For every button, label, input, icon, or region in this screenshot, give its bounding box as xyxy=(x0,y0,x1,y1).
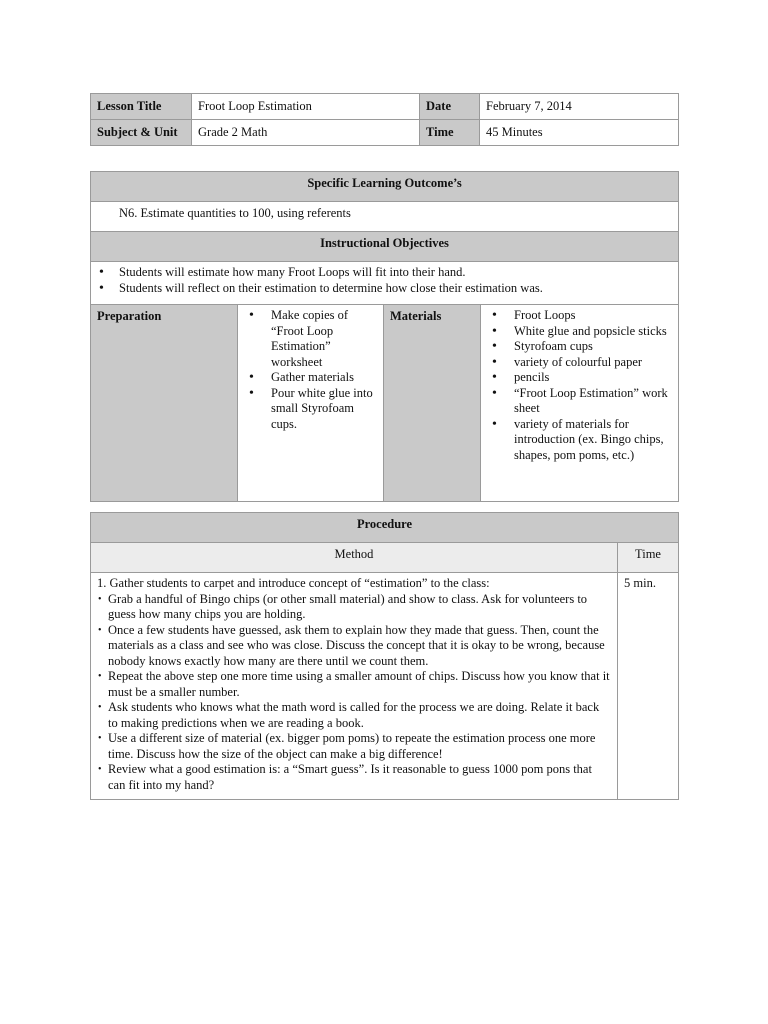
preparation-list xyxy=(244,308,377,432)
objective-item: • Students will estimate how many Froot Loops will fit into their hand. xyxy=(97,265,672,281)
preparation-item: • Pour white glue into small Styrofoam cups. xyxy=(244,386,377,433)
procedure-step-intro: 1. Gather students to carpet and introduce concept of “estimation” to the class: xyxy=(97,576,490,590)
procedure-bullet: • Repeat the above step one more time using a smaller amount of chips. Discuss how you know that it must be a smaller number. xyxy=(97,669,611,700)
materials-item: • White glue and popsicle sticks xyxy=(487,324,672,340)
date-value: February 7, 2014 xyxy=(480,94,679,120)
procedure-bullet: • Once a few students have guessed, ask them to explain how they made that guess. Then, count the materials as a class and see who was close. Discuss the concept that it is okay to be wrong, because nobody knows exactly how many are there until we count them. xyxy=(97,623,611,670)
subject-row xyxy=(91,120,679,146)
materials-item: • Styrofoam cups xyxy=(487,339,672,355)
materials-item: • pencils xyxy=(487,370,672,386)
preparation-item: • Gather materials xyxy=(244,370,377,386)
subject-value: Grade 2 Math xyxy=(192,120,420,146)
materials-cell xyxy=(481,305,679,502)
time-cell: 5 min. xyxy=(618,573,679,800)
subject-label: Subject & Unit xyxy=(91,120,192,146)
lesson-title-label: Lesson Title xyxy=(91,94,192,120)
materials-item: • variety of colourful paper xyxy=(487,355,672,371)
lesson-header-table xyxy=(90,93,679,146)
materials-item: • Froot Loops xyxy=(487,308,672,324)
preparation-cell xyxy=(238,305,384,502)
outcome-text: N6. Estimate quantities to 100, using referents xyxy=(91,202,679,232)
objectives-heading: Instructional Objectives xyxy=(91,232,679,262)
method-cell xyxy=(91,573,618,800)
outcomes-table xyxy=(90,171,679,502)
lesson-title-row xyxy=(91,94,679,120)
objectives-cell xyxy=(91,262,679,305)
objective-item: • Students will reflect on their estimation to determine how close their estimation was. xyxy=(97,281,672,297)
preparation-label: Preparation xyxy=(91,305,238,502)
procedure-bullet: • Grab a handful of Bingo chips (or other small material) and show to class. Ask for volunteers to guess how many chips you are holding. xyxy=(97,592,611,623)
procedure-bullet: • Review what a good estimation is: a “Smart guess”. Is it reasonable to guess 1000 pom pons that can fit into my hand? xyxy=(97,762,611,793)
method-header: Method xyxy=(91,543,618,573)
materials-list xyxy=(487,308,672,463)
time-value: 45 Minutes xyxy=(480,120,679,146)
procedure-bullet: • Use a different size of material (ex. bigger pom poms) to repeate the estimation process one more time. Discuss how the size of the object can make a big difference! xyxy=(97,731,611,762)
procedure-bullets xyxy=(97,592,611,794)
materials-label: Materials xyxy=(384,305,481,502)
outcomes-heading: Specific Learning Outcome’s xyxy=(91,172,679,202)
procedure-heading: Procedure xyxy=(91,513,679,543)
procedure-bullet: • Ask students who knows what the math word is called for the process we are doing. Relate it back to making predictions when we are reading a book. xyxy=(97,700,611,731)
time-header: Time xyxy=(618,543,679,573)
materials-item: • “Froot Loop Estimation” work sheet xyxy=(487,386,672,417)
objectives-list xyxy=(97,265,672,296)
lesson-title-value: Froot Loop Estimation xyxy=(192,94,420,120)
preparation-item: • Make copies of “Froot Loop Estimation” worksheet xyxy=(244,308,377,370)
time-label: Time xyxy=(420,120,480,146)
procedure-table xyxy=(90,512,679,800)
materials-item: • variety of materials for introduction (ex. Bingo chips, shapes, pom poms, etc.) xyxy=(487,417,672,464)
date-label: Date xyxy=(420,94,480,120)
